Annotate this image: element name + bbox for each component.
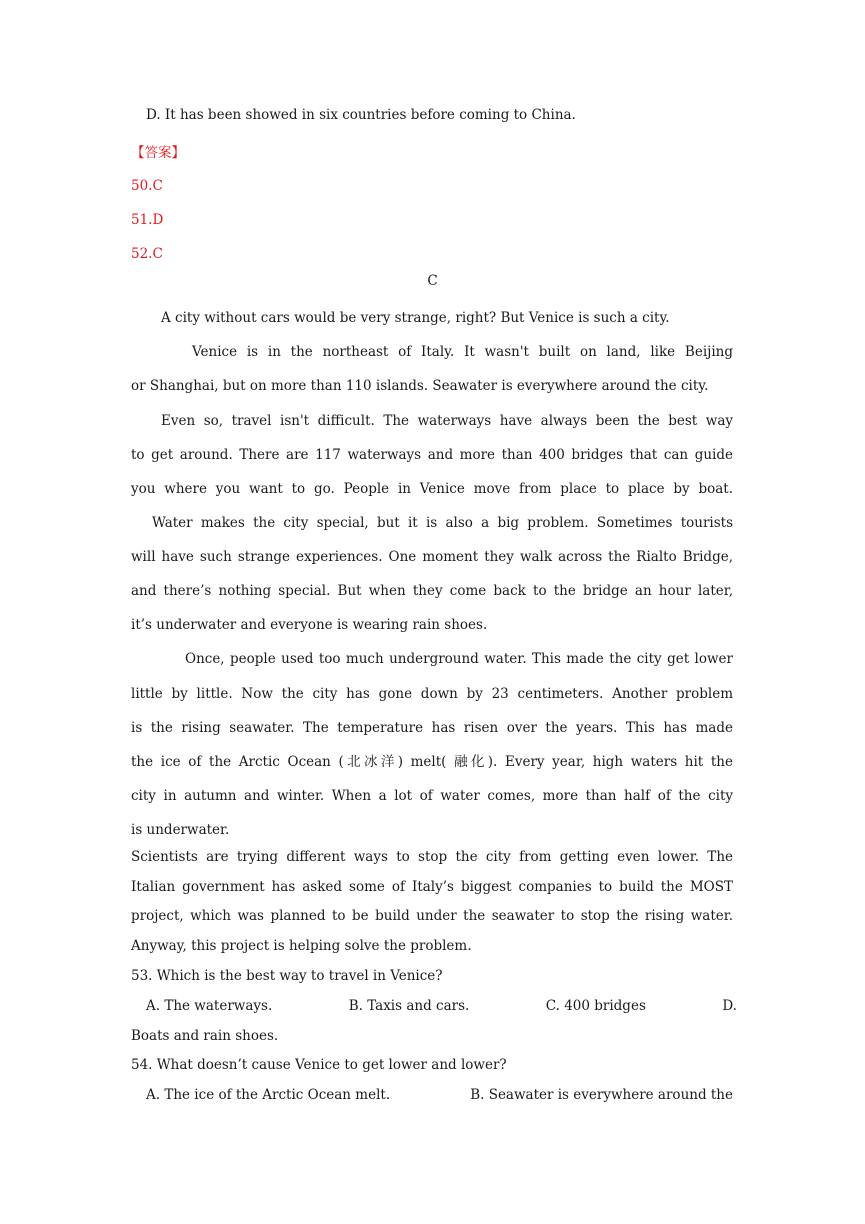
passage-paragraph-6-line-2: Italian government has asked some of Italy’s biggest companies to build the MOST — [131, 879, 733, 895]
passage-paragraph-5-line-1: Once, people used too much underground water. This made the city get lower — [185, 651, 733, 667]
question-53-option-d: D. — [722, 998, 737, 1014]
passage-paragraph-3-line-3: you where you want to go. People in Venice move from place to place by boat. — [131, 481, 733, 497]
passage-paragraph-3-line-1: Even so, travel isn't difficult. The waterways have always been the best way — [161, 413, 733, 429]
passage-paragraph-2-line-2: or Shanghai, but on more than 110 islands. Seawater is everywhere around the city. — [131, 378, 709, 394]
passage-paragraph-5-line-3: is the rising seawater. The temperature has risen over the years. This has made — [131, 720, 733, 736]
question-53-option-a: A. The waterways. — [146, 998, 273, 1014]
passage-paragraph-6-line-4: Anyway, this project is helping solve the problem. — [131, 938, 472, 954]
answer-50: 50.C — [131, 178, 163, 194]
passage-paragraph-1: A city without cars would be very strange, right? But Venice is such a city. — [161, 310, 670, 326]
passage-paragraph-3-line-2: to get around. There are 117 waterways and more than 400 bridges that can guide — [131, 447, 733, 463]
question-54-option-b: B. Seawater is everywhere around the — [470, 1087, 733, 1103]
question-53-stem: 53. Which is the best way to travel in Venice? — [131, 968, 443, 984]
passage-paragraph-4-line-2: will have such strange experiences. One moment they walk across the Rialto Bridge, — [131, 549, 733, 565]
question-54-stem: 54. What doesn’t cause Venice to get lower and lower? — [131, 1057, 507, 1073]
passage-paragraph-6-line-3: project, which was planned to be build under the seawater to stop the rising water. — [131, 908, 733, 924]
passage-paragraph-4-line-1: Water makes the city special, but it is also a big problem. Sometimes tourists — [152, 515, 733, 531]
question-53-option-d-continued: Boats and rain shoes. — [131, 1028, 279, 1044]
passage-paragraph-6-line-1: Scientists are trying different ways to stop the city from getting even lower. The — [131, 849, 733, 865]
answer-52: 52.C — [131, 246, 163, 262]
section-label: C — [427, 273, 438, 289]
answer-heading: 【答案】 — [131, 145, 185, 161]
passage-paragraph-4-line-3: and there’s nothing special. But when they come back to the bridge an hour later, — [131, 583, 733, 599]
answer-51: 51.D — [131, 212, 164, 228]
previous-option-d: D. It has been showed in six countries before coming to China. — [146, 107, 576, 123]
question-53-option-b: B. Taxis and cars. — [348, 998, 470, 1014]
passage-paragraph-5-line-2: little by little. Now the city has gone down by 23 centimeters. Another problem — [131, 686, 733, 702]
passage-paragraph-2-line-1: Venice is in the northeast of Italy. It wasn't built on land, like Beijing — [192, 344, 733, 360]
question-54-option-a: A. The ice of the Arctic Ocean melt. — [146, 1087, 391, 1103]
passage-paragraph-4-line-4: it’s underwater and everyone is wearing rain shoes. — [131, 617, 488, 633]
question-53-option-c: C. 400 bridges — [545, 998, 646, 1014]
passage-paragraph-5-line-6: is underwater. — [131, 822, 230, 838]
question-54-options — [146, 1085, 733, 1105]
passage-paragraph-5-line-5: city in autumn and winter. When a lot of water comes, more than half of the city — [131, 788, 733, 804]
question-53-options — [146, 996, 737, 1016]
passage-paragraph-5-line-4: the ice of the Arctic Ocean (北冰洋) melt( 融化). Every year, high waters hit the — [131, 754, 733, 770]
